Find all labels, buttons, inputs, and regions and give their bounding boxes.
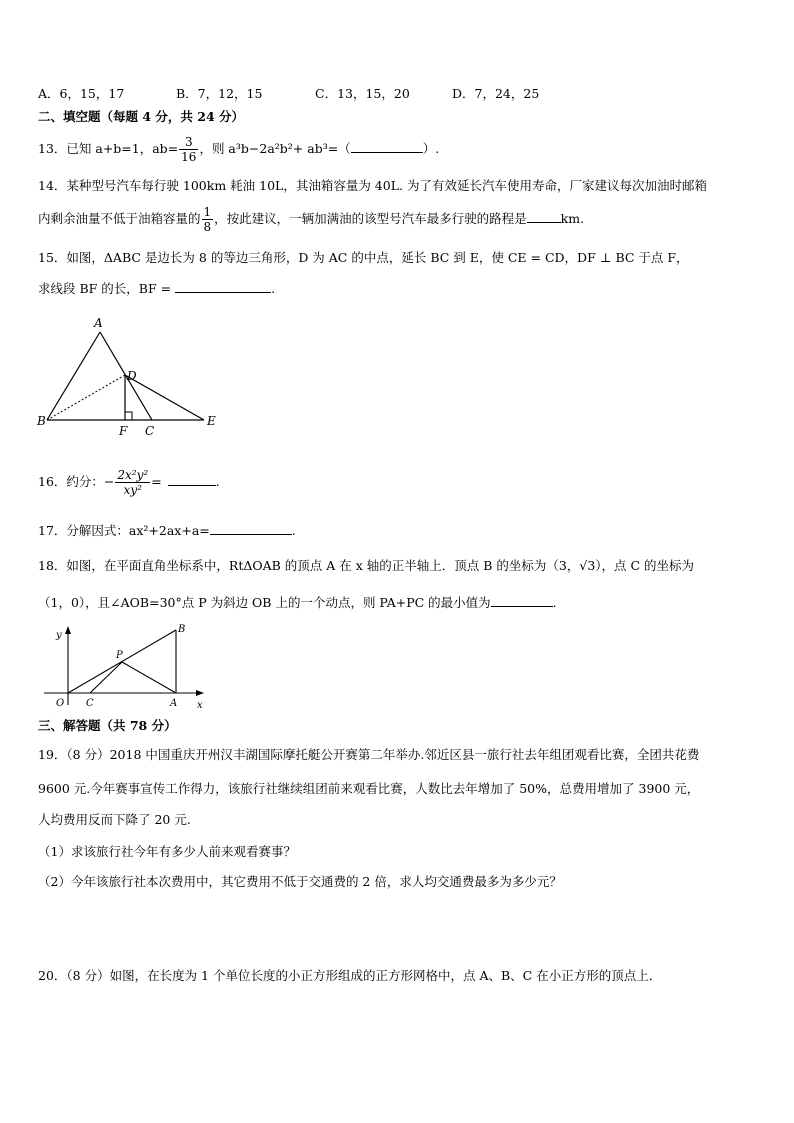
- label-o: O: [56, 698, 65, 709]
- q14-fraction: [202, 205, 214, 234]
- question-13: [38, 132, 439, 166]
- label-c: C: [86, 698, 94, 709]
- x-axis-arrow: [196, 690, 204, 696]
- label-f: F: [119, 424, 128, 438]
- question-18-line2: [38, 594, 557, 611]
- figure-q15-triangle: [30, 312, 230, 442]
- label-b: B: [37, 414, 46, 428]
- label-e: E: [207, 414, 216, 428]
- right-angle-mark: [125, 412, 132, 420]
- label-d: D: [127, 369, 137, 383]
- q13-answer-blank[interactable]: [351, 140, 423, 153]
- question-18-line1: 18．如图，在平面直角坐标系中，RtΔOAB 的顶点 A 在 x 轴的正半轴上．顶点 B 的坐标为（3，√3），点 C 的坐标为: [38, 558, 695, 573]
- q17-answer-blank[interactable]: [210, 522, 292, 535]
- q14-line2-prefix: 内剩余油量不低于油箱容量的: [38, 211, 201, 226]
- q16-frac-den: xy²: [123, 483, 142, 497]
- q16-fraction: [115, 468, 150, 497]
- label-c: C: [145, 424, 155, 438]
- section-heading-solutions: 三、解答题（共 78 分）: [38, 718, 177, 733]
- question-14-line1: 14．某种型号汽车每行驶 100km 耗油 10L，其油箱容量为 40L. 为了有效延长汽车使用寿命，厂家建议每次加油时邮箱: [38, 178, 707, 193]
- question-19-line1: 19．（8 分）2018 中国重庆开州汉丰湖国际摩托艇公开赛第二年举办.邻近区县一旅行社去年组团观看比赛，全团共花费: [38, 747, 700, 762]
- q18-answer-blank[interactable]: [491, 594, 553, 607]
- label-y: y: [56, 630, 62, 641]
- question-15-line2: [38, 280, 275, 297]
- question-19-line3: 人均费用反而下降了 20 元.: [38, 812, 191, 827]
- figure-q18-coordinate-plane: [40, 620, 215, 712]
- q16-prefix: 16．约分：−: [38, 474, 115, 489]
- q16-frac-num: 2x²y²: [117, 468, 149, 482]
- q14-answer-blank[interactable]: [527, 210, 561, 223]
- segment-ba: [47, 332, 100, 420]
- q14-line2-suffix: ，按此建议，一辆加满油的该型号汽车最多行驶的路程是: [214, 211, 527, 226]
- q16-end: .: [215, 474, 220, 489]
- y-axis-arrow: [65, 626, 71, 634]
- q14-frac-num: 1: [203, 205, 212, 219]
- choice-c: C．13，15，20: [315, 86, 410, 101]
- q13-suffix: ，则 a³b−2a²b²+ ab³=（: [199, 141, 351, 156]
- q13-frac-num: 3: [179, 135, 198, 150]
- choice-a: A．6，15，17: [38, 86, 125, 101]
- segment-de: [125, 375, 204, 420]
- label-b: B: [178, 624, 186, 635]
- q16-suffix: =: [151, 474, 162, 489]
- q16-answer-blank[interactable]: [168, 473, 216, 486]
- segment-pa: [122, 662, 176, 693]
- question-19-part1: （1）求该旅行社今年有多少人前来观看赛事？: [38, 844, 296, 859]
- q14-unit: km.: [560, 211, 585, 226]
- choice-d: D．7，24，25: [452, 86, 540, 101]
- q17-end: .: [291, 523, 296, 538]
- choice-b: B．7，12，15: [176, 86, 263, 101]
- q15-answer-blank[interactable]: [175, 280, 271, 293]
- q13-end: ）.: [422, 141, 440, 156]
- q13-frac-den: 16: [181, 150, 197, 164]
- question-14-line2: [38, 202, 584, 236]
- section-heading-fill-in: 二、填空题（每题 4 分，共 24 分）: [38, 109, 245, 124]
- q13-fraction: [179, 135, 198, 164]
- q15-end: .: [271, 281, 276, 296]
- q18-line2-text: （1，0），且∠AOB=30°点 P 为斜边 OB 上的一个动点，则 PA+PC 的最小值为: [38, 595, 491, 610]
- question-15-line1: 15．如图，ΔABC 是边长为 8 的等边三角形，D 为 AC 的中点，延长 BC 到 E，使 CE = CD，DF ⊥ BC 于点 F，: [38, 250, 689, 265]
- question-16: [38, 462, 220, 502]
- label-p: P: [116, 650, 123, 661]
- q15-line2-text: 求线段 BF 的长，BF =: [38, 281, 172, 296]
- segment-bd-dashed: [47, 375, 125, 420]
- q13-prefix: 13．已知 a+b=1，ab=: [38, 141, 179, 156]
- q14-frac-den: 8: [203, 220, 212, 234]
- label-a: A: [94, 316, 103, 330]
- question-17: [38, 522, 296, 539]
- question-19-line2: 9600 元.今年赛事宣传工作得力，该旅行社继续组团前来观看比赛，人数比去年增加了 50%，总费用增加了 3900 元，: [38, 781, 700, 796]
- question-19-part2: （2）今年该旅行社本次费用中，其它费用不低于交通费的 2 倍，求人均交通费最多为多少元？: [38, 874, 562, 889]
- question-20: 20．（8 分）如图，在长度为 1 个单位长度的小正方形组成的正方形网格中，点 A、B、C 在小正方形的顶点上．: [38, 968, 662, 983]
- label-x: x: [197, 700, 203, 711]
- q17-text: 17．分解因式：ax²+2ax+a=: [38, 523, 210, 538]
- q18-end: .: [552, 595, 557, 610]
- label-a: A: [170, 698, 178, 709]
